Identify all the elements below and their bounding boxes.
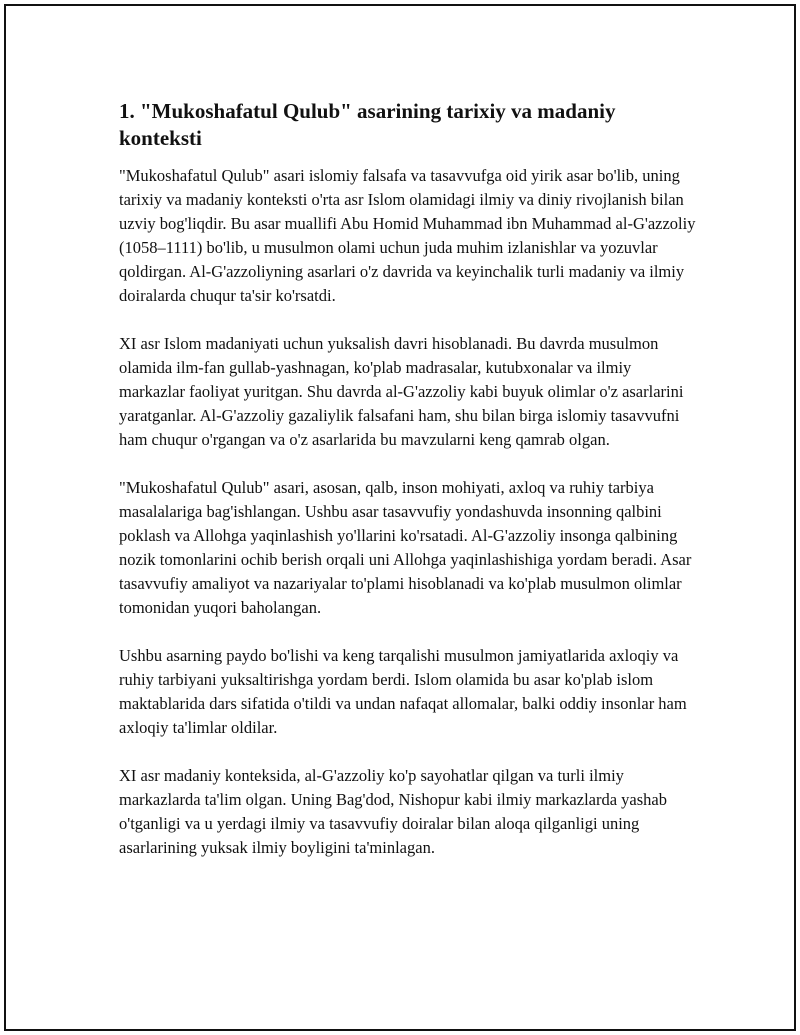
paragraph-2: XI asr Islom madaniyati uchun yuksalish davri hisoblanadi. Bu davrda musulmon olamida ilm-fan gullab-yashnagan, ko'plab madrasalar, kutubxonalar va ilmiy markazlar faoliyat yuritgan. Shu davrda al-G'azzoliy kabi buyuk olimlar o'z asarlarini yaratganlar. Al-G'azzoliy gazaliylik falsafani ham, shu bilan birga islomiy tasavvufni ham chuqur o'rgangan va o'z asarlarida bu mavzularni keng qamrab olgan. — [119, 334, 684, 449]
document-body — [119, 98, 699, 884]
paragraph-4: Ushbu asarning paydo bo'lishi va keng tarqalishi musulmon jamiyatlarida axloqiy va ruhiy tarbiyani yuksaltirishga yordam berdi. Islom olamida bu asar ko'plab islom maktablarida dars sifatida o'tildi va undan nafaqat allomalar, balki oddiy insonlar ham axloqiy ta'limlar oldilar. — [119, 646, 687, 737]
paragraph-1: "Mukoshafatul Qulub" asari islomiy falsafa va tasavvufga oid yirik asar bo'lib, uning tarixiy va madaniy konteksti o'rta asr Islom olamidagi ilmiy va diniy rivojlanish bilan uzviy bog'liqdir. Bu asar muallifi Abu Homid Muhammad ibn Muhammad al-G'azzoliy (1058–1111) bo'lib, u musulmon olami uchun juda muhim izlanishlar va yozuvlar qoldirgan. Al-G'azzoliyning asarlari o'z davrida va keyinchalik turli madaniy va ilmiy doiralarda chuqur ta'sir ko'rsatdi. — [119, 166, 696, 305]
page-frame — [4, 4, 796, 1031]
paragraph-5: XI asr madaniy konteksida, al-G'azzoliy ko'p sayohatlar qilgan va turli ilmiy markazlarda ta'lim olgan. Uning Bag'dod, Nishopur kabi ilmiy markazlarda yashab o'tganligi va u yerdagi ilmiy va tasavvufiy doiralar bilan aloqa qilganligi uning asarlarining yuksak ilmiy boyligini ta'minlagan. — [119, 766, 667, 857]
section-heading: 1. "Mukoshafatul Qulub" asarining tarixiy va madaniy konteksti — [119, 99, 616, 150]
paragraph-3: "Mukoshafatul Qulub" asari, asosan, qalb, inson mohiyati, axloq va ruhiy tarbiya masalalariga bag'ishlangan. Ushbu asar tasavvufiy yondashuvda insonning qalbini poklash va Allohga yaqinlashish yo'llarini ko'rsatadi. Al-G'azzoliy insonga qalbining nozik tomonlarini ochib berish orqali uni Allohga yaqinlashishiga yordam beradi. Asar tasavvufiy amaliyot va nazariyalar to'plami hisoblanadi va ko'plab musulmon olimlar tomonidan yuqori baholangan. — [119, 478, 692, 617]
